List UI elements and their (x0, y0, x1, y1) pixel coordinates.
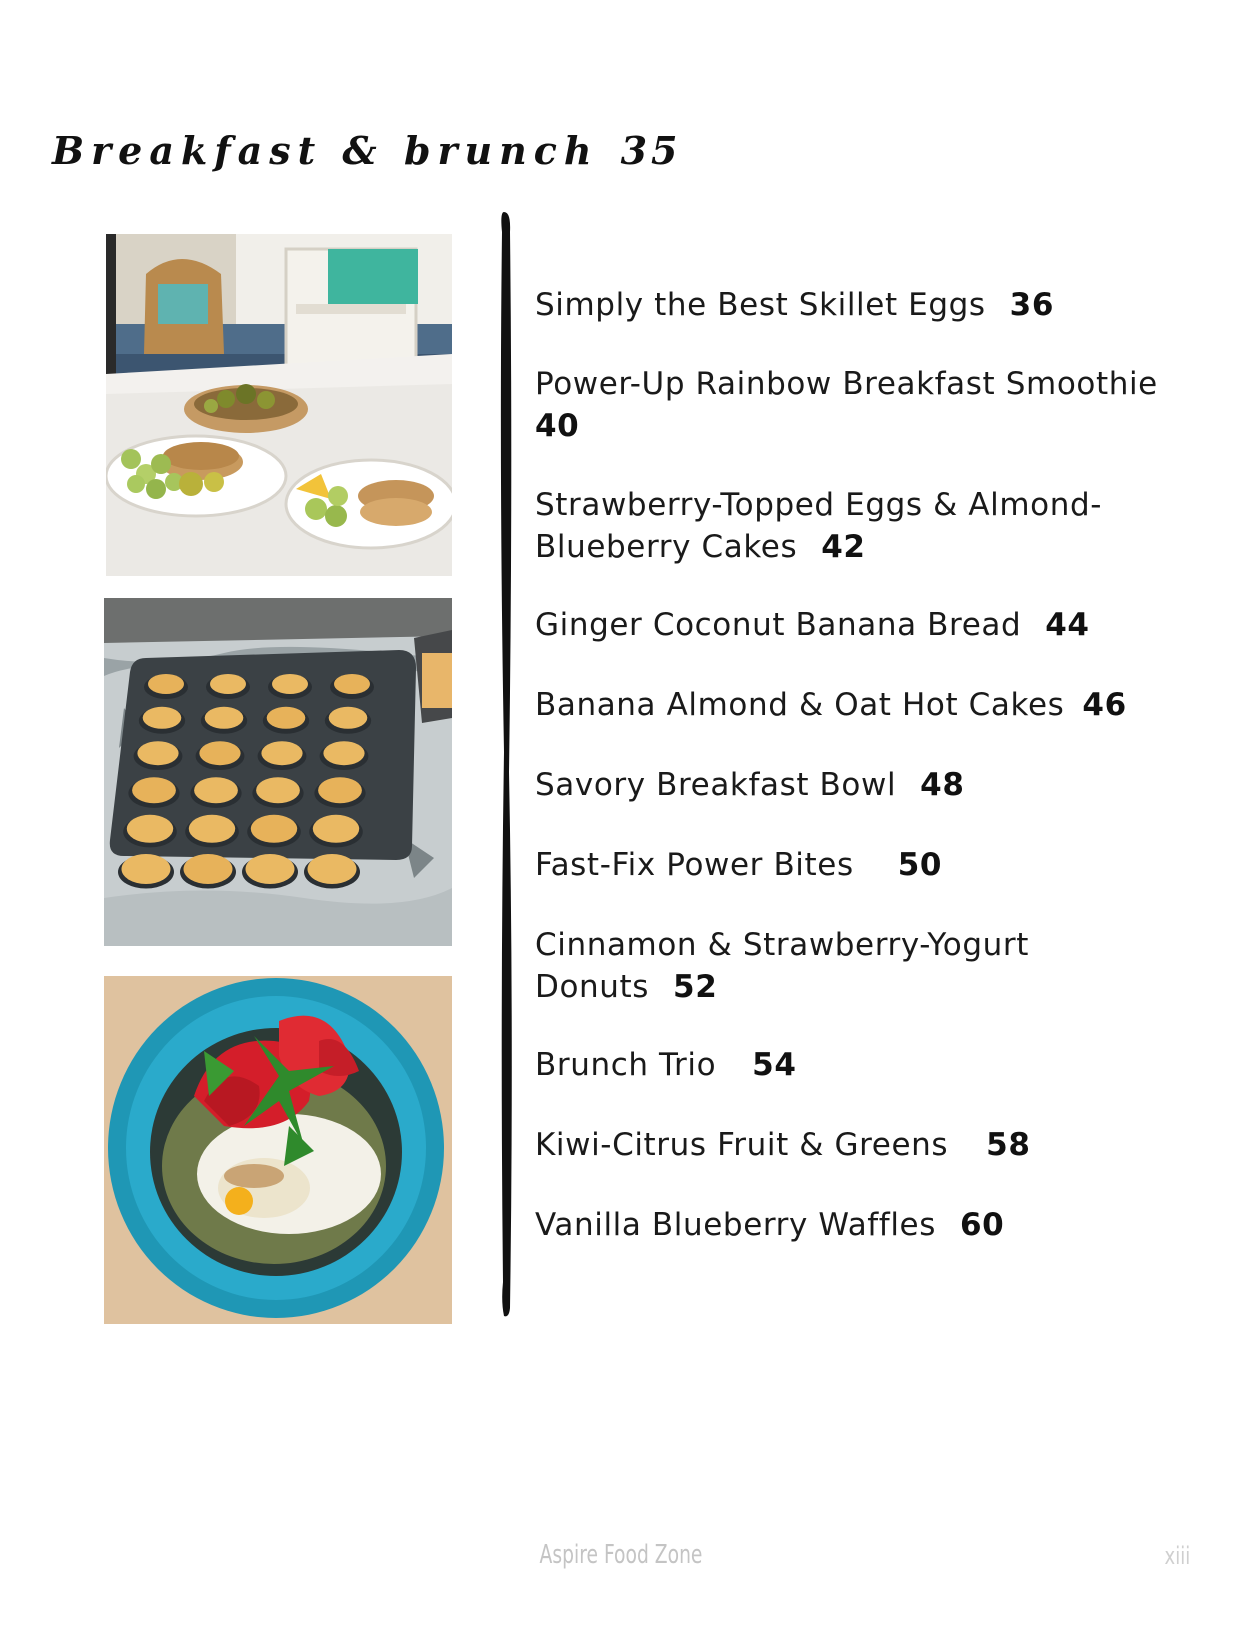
recipe-entry[interactable] (535, 484, 1185, 568)
recipe-entry[interactable] (535, 684, 1185, 726)
recipe-entry[interactable] (535, 363, 1185, 447)
section-page-number: 35 (620, 128, 682, 173)
recipe-page: 54 (752, 1047, 797, 1083)
recipe-entry[interactable] (535, 844, 1185, 886)
recipe-page: 60 (959, 1207, 1005, 1243)
photo-pancakes-counter (106, 234, 452, 576)
recipe-entry[interactable] (535, 1124, 1185, 1166)
footer-page-number: xiii (1164, 1542, 1190, 1570)
recipe-page: 46 (1082, 687, 1127, 723)
recipe-title: Simply the Best Skillet Eggs (535, 287, 986, 323)
recipe-entry[interactable] (535, 764, 1185, 806)
recipe-entry[interactable] (535, 1204, 1185, 1246)
recipe-title: Kiwi-Citrus Fruit & Greens (535, 1127, 949, 1163)
recipe-entry[interactable] (535, 1044, 1185, 1086)
recipe-page: 52 (673, 969, 718, 1005)
recipe-entry[interactable] (535, 604, 1185, 646)
recipe-title: Power-Up Rainbow Breakfast Smoothie (535, 366, 1158, 402)
recipe-page: 44 (1045, 607, 1090, 643)
recipe-page: 42 (821, 529, 866, 565)
recipe-title: Fast-Fix Power Bites (535, 847, 854, 883)
recipe-title: Savory Breakfast Bowl (535, 767, 897, 803)
photo-savory-breakfast-bowl (104, 976, 452, 1324)
recipe-page: 36 (1009, 287, 1054, 323)
recipe-entry[interactable] (535, 284, 1185, 326)
section-title: Breakfast & brunch (52, 128, 599, 173)
recipe-page: 58 (986, 1127, 1031, 1163)
photo-mini-muffin-tin (104, 598, 452, 946)
section-heading (52, 128, 681, 173)
footer-brand: Aspire Food Zone (539, 1540, 703, 1570)
recipe-title: Brunch Trio (535, 1047, 717, 1083)
recipe-page: 50 (897, 847, 943, 883)
recipe-title: Ginger Coconut Banana Bread (535, 607, 1022, 643)
recipe-entry[interactable] (535, 924, 1185, 1008)
recipe-page: 40 (535, 408, 580, 444)
recipe-title: Vanilla Blueberry Waffles (535, 1207, 936, 1243)
recipe-title: Banana Almond & Oat Hot Cakes (535, 687, 1065, 723)
recipe-page: 48 (920, 767, 965, 803)
recipe-title: Strawberry-Topped Eggs & Almond-Blueberry Cakes (535, 487, 1103, 565)
vertical-divider (498, 212, 518, 1318)
recipe-title: Cinnamon & Strawberry-Yogurt Donuts (535, 927, 1029, 1005)
